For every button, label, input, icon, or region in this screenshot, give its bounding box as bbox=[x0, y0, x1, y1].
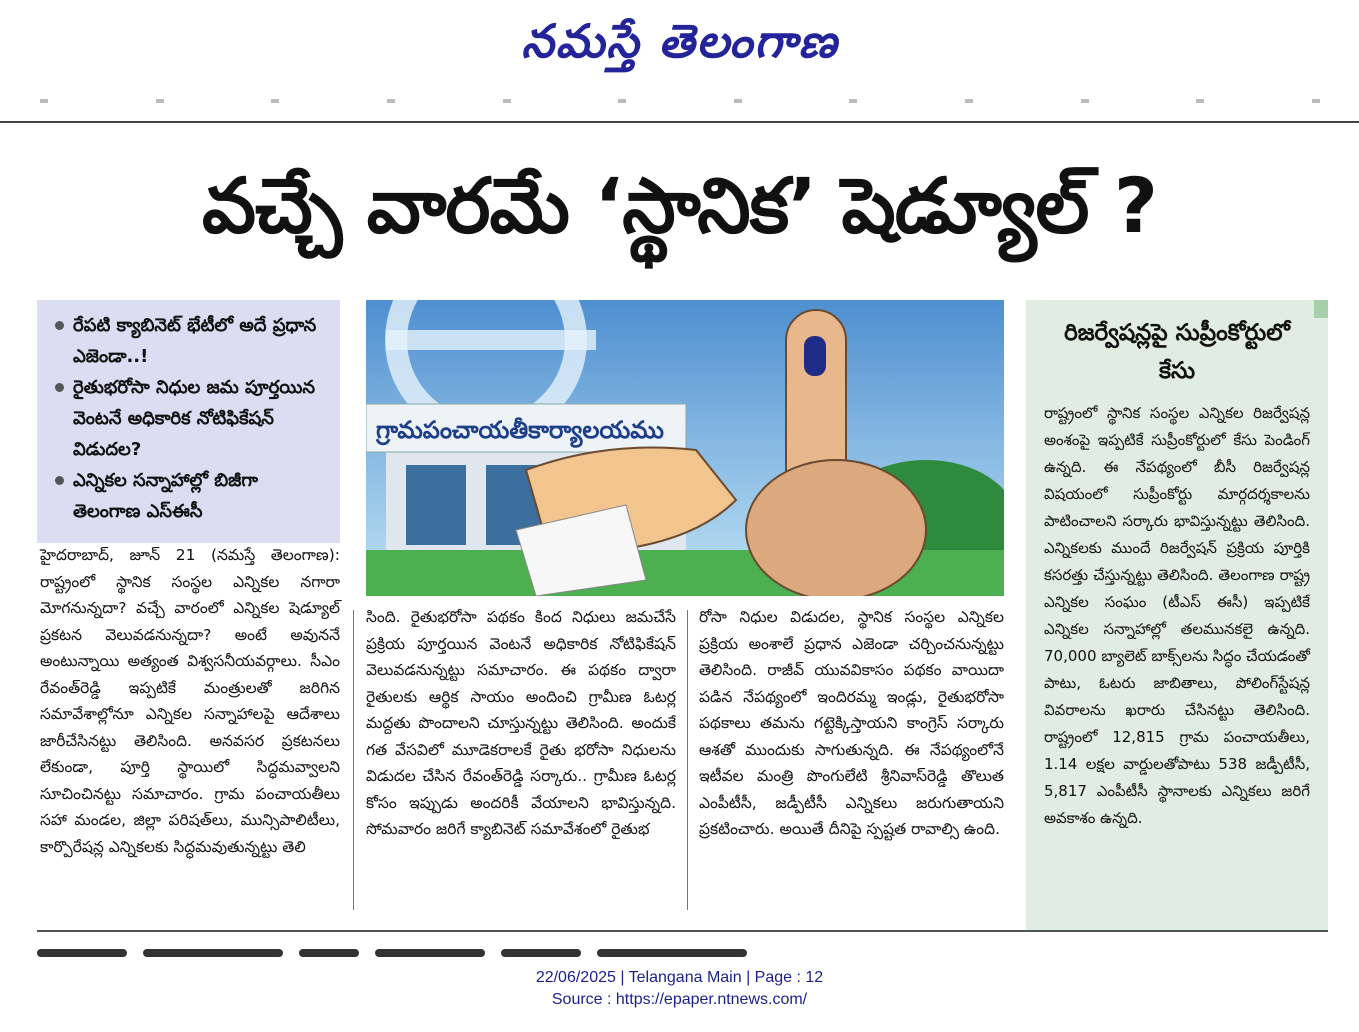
masthead-strip bbox=[40, 96, 1320, 106]
next-story-headline-cutoff bbox=[37, 945, 797, 959]
bullet-icon bbox=[55, 321, 64, 330]
masthead bbox=[0, 0, 1359, 120]
highlight-text: ఎన్నికల సన్నాహాల్లో బిజీగా తెలంగాణ ఎస్ఈసీ bbox=[73, 470, 258, 522]
news-photo bbox=[366, 300, 1004, 596]
footer-date-line: 22/06/2025 | Telangana Main | Page : 12 bbox=[535, 969, 824, 986]
bullet-icon bbox=[55, 476, 64, 485]
footer bbox=[0, 967, 1359, 1011]
headline: వచ్చే వారమే ‘స్థానిక’ షెడ్యూల్ ? bbox=[202, 161, 1157, 250]
highlight-text: రేపటి క్యాబినెట్ భేటీలో అదే ప్రధాన ఎజెండా..! bbox=[73, 315, 317, 367]
sidebar-text: రాష్ట్రంలో స్థానిక సంస్థల ఎన్నికల రిజర్వేషన్ల అంశంపై ఇప్పటికే సుప్రీంకోర్టులో కేసు పెండింగ్ ఉన్నది. ఈ నేపథ్యంలో బీసీ రిజర్వేషన్ల విషయంలో సుప్రీంకోర్టు మార్గదర్శకాలను పాటించాలని సర్కారు భావిస్తున్నట్టు తెలిసింది. ఎన్నికలకు ముందే రిజర్వేషన్ ప్రక్రియ పూర్తికి కసరత్తు చేస్తున్నట్టు తెలిసింది. తెలంగాణ రాష్ట్ర ఎన్నికల సంఘం (టీఎస్ ఈసీ) ఇప్పటికే ఎన్నికల సన్నాహాల్లో తలమునకలై ఉన్నది. 70,000 బ్యాలెట్ బాక్స్‌లను సిద్ధం చేయడంతో పాటు, ఓటరు జాబితాలు, పోలింగ్‌స్టేషన్ల వివరాలను ఖరారు చేసినట్టు తెలిసింది. రాష్ట్రంలో 12,815 గ్రామ పంచాయతీలు, 1.14 లక్షల వార్డులతోపాటు 538 జడ్పీటీసీ, 5,817 ఎంపీటీసీ స్థానాలకు ఎన్నికలు జరిగే అవకాశం ఉన్నది. bbox=[1044, 404, 1310, 827]
newspaper-logo: నమస్తే తెలంగాణ bbox=[521, 14, 839, 68]
sidebar-box bbox=[1026, 300, 1328, 930]
sidebar-tab bbox=[1314, 300, 1328, 318]
column-divider bbox=[687, 610, 688, 910]
article-column-3: రోసా నిధుల విడుదల, స్థానిక సంస్థల ఎన్నికల ప్రక్రియ అంశాలే ప్రధాన ఎజెండా చర్చించనున్నట్టు తెలిసింది. రాజీవ్ యువవికాసం పథకం వాయిదా పడిన నేపథ్యంలో ఇందిరమ్మ ఇండ్లు, రైతుభరోసా పథకాలు తమను గట్టెక్కిస్తాయని కాంగ్రెస్ సర్కారు ఆశతో ముందుకు సాగుతున్నది. ఈ నేపథ్యంలోనే ఇటీవల మంత్రి పొంగులేటి శ్రీనివాస్‌రెడ్డి తొలుత ఎంపీటీసీ, జడ్పీటీసీ ఎన్నికలు జరుగుతాయని ప్రకటించారు. అయితే దీనిపై స్పష్టత రావాల్సి ఉంది. bbox=[699, 608, 1004, 838]
voting-illustration bbox=[366, 300, 1004, 596]
panchayat-banner: గ్రామపంచాయతీకార్యాలయము bbox=[376, 416, 664, 444]
top-rule bbox=[0, 121, 1359, 123]
highlight-item bbox=[55, 310, 330, 372]
article-column-2: సింది. రైతుభరోసా పథకం కింద నిధులు జమచేసే ప్రక్రియ పూర్తయిన వెంటనే అధికారిక నోటిఫికేషన్ వెలువడనున్నట్టు సమాచారం. ఈ పథకం ద్వారా రైతులకు ఆర్థిక సాయం అందించి గ్రామీణ ఓటర్ల మద్దతు పొందాలని చూస్తున్నట్టు తెలిసింది. అందుకే గత వేసవిలో మూడెకరాలకే రైతు భరోసా నిధులను విడుదల చేసిన రేవంత్‌రెడ్డి సర్కారు.. గ్రామీణ ఓటర్ల కోసం ఇప్పుడు అందరికీ వేయాలని భావిస్తున్నది. సోమవారం జరిగే క్యాబినెట్ సమావేశంలో రైతుభ bbox=[366, 608, 676, 838]
sidebar-title: రిజర్వేషన్లపై సుప్రీంకోర్టులో కేసు bbox=[1064, 320, 1290, 384]
highlight-item bbox=[55, 465, 330, 527]
column-divider bbox=[353, 610, 354, 910]
highlight-text: రైతుభరోసా నిధుల జమ పూర్తయిన వెంటనే అధికారిక నోటిఫికేషన్ విడుదల? bbox=[73, 377, 316, 460]
highlights-box bbox=[37, 300, 340, 543]
bottom-rule bbox=[37, 930, 1328, 932]
footer-source-link[interactable]: Source : https://epaper.ntnews.com/ bbox=[551, 991, 808, 1008]
bullet-icon bbox=[55, 383, 64, 392]
article-column-1: హైదరాబాద్, జూన్ 21 (నమస్తే తెలంగాణ): రాష్ట్రంలో స్థానిక సంస్థల ఎన్నికల నగారా మోగనున్నదా? వచ్చే వారంలో ఎన్నికల షెడ్యూల్ ప్రకటన వెలువడనున్నదా? అంటే అవుననే అంటున్నాయి అత్యంత విశ్వసనీయవర్గాలు. సీఎం రేవంత్‌రెడ్డి ఇప్పటికే మంత్రులతో జరిగిన సమావేశాల్లోనూ ఎన్నికల సన్నాహాలపై ఆదేశాలు జారీచేసినట్టు తెలిసింది. అనవసర ప్రకటనలు లేకుండా, పూర్తి స్థాయిలో సిద్ధమవ్వాలని సూచించినట్టు సమాచారం. గ్రామ పంచాయతీలు సహా మండల, జిల్లా పరిషత్‌లు, మున్సిపాలిటీలు, కార్పొరేషన్ల ఎన్నికలకు సిద్ధమవుతున్నట్టు తెలి bbox=[40, 546, 340, 856]
highlight-item bbox=[55, 372, 330, 465]
